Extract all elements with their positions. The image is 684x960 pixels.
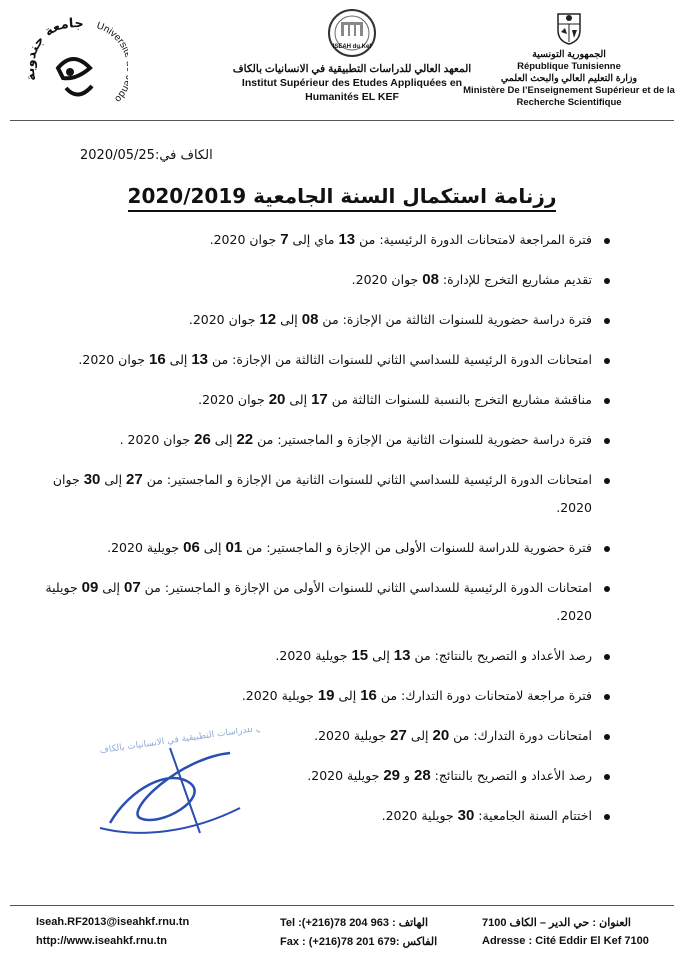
institute-name-ar: المعهد العالي للدراسات التطبيقية في الانسانيات بالكاف (232, 63, 472, 75)
list-item: فترة حضورية للدراسة للسنوات الأولى من الإجازة و الماجستير: من 01 إلى 06 جويلية 2020. (40, 534, 610, 562)
page-title (0, 184, 684, 208)
list-item: فترة دراسة حضورية للسنوات الثانية من الإجازة و الماجستير: من 22 إلى 26 جوان 2020 . (40, 426, 610, 454)
list-item: رصد الأعداد و التصريح بالنتائج: من 13 إلى 15 جويلية 2020. (40, 642, 610, 670)
institute-logo (319, 8, 385, 58)
footer-address-ar: العنوان : حي الدير – الكاف 7100 (482, 917, 631, 929)
svg-text:جامعة جندوبة (23, 16, 85, 83)
list-item: مناقشة مشاريع التخرج بالنسبة للسنوات الثالثة من 17 إلى 20 جوان 2020. (40, 386, 610, 414)
footer-email[interactable]: Iseah.RF2013@iseahkf.rnu.tn (36, 916, 190, 928)
header-divider (10, 120, 674, 121)
page-title-text: رزنامة استكمال السنة الجامعية 2020/2019 (128, 184, 557, 212)
list-item: فترة مراجعة لامتحانات دورة التدارك: من 16 إلى 19 جويلية 2020. (40, 682, 610, 710)
stamp-text: للدراسات التطبيقية في الانسانيات بالكاف (99, 728, 254, 756)
logo-arabic-text: جامعة جندوبة (22, 16, 85, 83)
list-item: رصد الأعداد و التصريح بالنتائج: 28 و 29 جويلية 2020. (40, 762, 610, 790)
tunisia-emblem (554, 8, 584, 46)
university-logo (18, 10, 128, 115)
institute-name-fr-1: Institut Supérieur des Etudes Appliquées en (241, 77, 463, 89)
footer-divider (10, 905, 674, 906)
footer-website[interactable]: http://www.iseahkf.rnu.tn (36, 935, 167, 947)
footer-address-fr: Adresse : Cité Eddir El Kef 7100 (482, 935, 649, 947)
document-date: الكاف في:2020/05/25 (80, 148, 213, 163)
list-item: امتحانات الدورة الرئيسية للسداسي الثاني للسنوات الثانية من الإجازة و الماجستير: من 27 إلى 30 جوان 2020. (40, 466, 610, 522)
list-item: فترة المراجعة لامتحانات الدورة الرئيسية: من 13 ماي إلى 7 جوان 2020. (40, 226, 610, 254)
footer-fax: Fax : (+216)78 201 679: الفاكس (280, 936, 438, 948)
ministry-fr-1: Ministère De l’Enseignement Supérieur et de la (463, 85, 675, 96)
list-item: امتحانات الدورة الرئيسية للسداسي الثاني للسنوات الأولى من الإجازة و الماجستير: من 07 إلى 09 جويلية 2020. (40, 574, 610, 630)
institute-name-fr-2: Humanités EL KEF (305, 91, 399, 103)
signature-stamp (70, 728, 260, 848)
logo-french-text: Univers do (94, 20, 128, 105)
footer-phone: Tel :(+216)78 204 963 : الهاتف (280, 917, 429, 929)
ministry-header (462, 8, 676, 109)
republic-ar: الجمهورية التونسية (532, 49, 606, 60)
list-item: امتحانات الدورة الرئيسية للسداسي الثاني للسنوات الثالثة من الإجازة: من 13 إلى 16 جوان 2020. (40, 346, 610, 374)
ministry-fr-2: Recherche Scientifique (516, 97, 622, 108)
republic-fr: République Tunisienne (517, 61, 621, 72)
list-item: فترة دراسة حضورية للسنوات الثالثة من الإجازة: من 08 إلى 12 جوان 2020. (40, 306, 610, 334)
list-item: تقديم مشاريع التخرج للإدارة: 08 جوان 2020. (40, 266, 610, 294)
list-item: امتحانات دورة التدارك: من 20 إلى 27 جويلية 2020. (40, 722, 610, 750)
list-item: اختتام السنة الجامعية: 30 جويلية 2020. (40, 802, 610, 830)
institute-header (232, 8, 472, 104)
ministry-ar: وزارة التعليم العالي والبحث العلمي (500, 73, 638, 84)
institute-logo-text: ISEAH du Kef (332, 44, 372, 50)
